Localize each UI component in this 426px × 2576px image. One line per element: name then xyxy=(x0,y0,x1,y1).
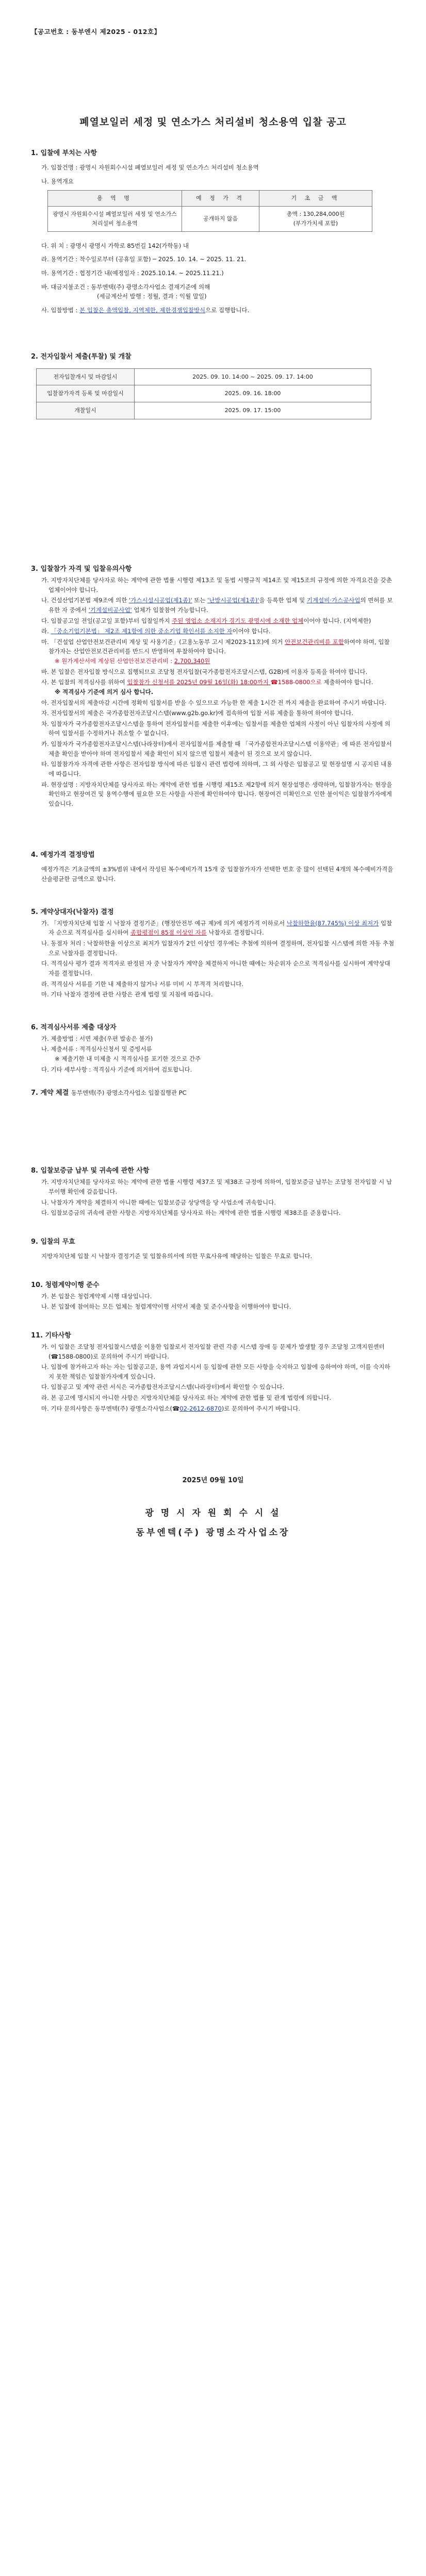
section-heading: 5. 계약상대자(낙찰자) 결정 xyxy=(31,908,114,916)
base-amount-cell xyxy=(259,207,372,232)
section-heading: 10. 청렴계약이행 준수 xyxy=(31,1281,100,1289)
section-4 xyxy=(31,850,395,884)
estimated-price-cell: 공개하지 않음 xyxy=(182,207,259,232)
section-2 xyxy=(31,351,395,419)
section-heading: 6. 적격심사서류 제출 대상자 xyxy=(31,1023,117,1031)
service-period: 라. 용역기간 : 착수일로부터 (공휴일 포함) ─ 2025. 10. 14. ~ 2025. 11. 21. xyxy=(41,256,247,263)
qualification-item: 파. 현장설명 : 지방자치단체를 당사자로 하는 계약에 관한 법률 시행령 제15조 제2항에 의거 현장설명은 생략하며, 입찰참가자는 현장을 확인하고 현장여건 및 용역수행에 필요한 모든 사항을 사전에 확인하여야 합니다. 현장여건 미확인으로 인한 불이익은 입찰참가자에게 있습니다. xyxy=(41,781,392,807)
section-heading: 9. 입찰의 무효 xyxy=(31,1238,75,1246)
award-item: 라. 적격심사 서류를 기한 내 제출하지 않거나 서류 미비 시 부적격 처리합니다. xyxy=(41,980,243,988)
schedule-label: 개찰일시 xyxy=(37,402,135,419)
award-item: 마. 기타 낙찰자 결정에 관한 사항은 관계 법령 및 지침에 따릅니다. xyxy=(41,991,213,998)
schedule-label: 입찰참가자격 등록 및 마감일시 xyxy=(37,385,135,402)
safety-cost-note: ※ 원가계산서에 계상된 산업안전보건관리비 : 2,700,340원 xyxy=(55,657,210,665)
bid-method xyxy=(31,306,395,315)
contract-period: 마. 용역기간 : 협정기간 내(예정일자 : 2025.10.14. ~ 2025.11.21.) xyxy=(41,269,224,277)
misc-item: 나. 입찰에 참가하고자 하는 자는 입찰공고문, 용역 과업지시서 등 입찰에 관한 모든 사항을 숙지하고 입찰에 응하여야 하며, 이를 숙지하지 못한 책임은 입찰참가자에게 있습니다. xyxy=(41,1363,390,1380)
integrity-item: 가. 본 입찰은 청렴계약제 시행 대상입니다. xyxy=(41,1292,152,1300)
schedule-value: 2025. 09. 16. 18:00 xyxy=(135,385,371,402)
notice-number: 【공고번호 : 동부엔시 제2025 - 012호】 xyxy=(31,28,161,36)
deposit-item: 나. 낙찰자가 계약을 체결하지 아니한 때에는 입찰보증금 상당액을 당 사업소에 귀속합니다. xyxy=(41,1198,276,1206)
screening-item: 가. 제출방법 : 서면 제출(우편 발송은 불가) xyxy=(41,1035,153,1042)
base-amount-note: (부가가치세 포함) xyxy=(293,219,338,227)
qualification-item: 다. 입찰공고일 전일(공고일 포함)부터 입찰일까지 주된 영업소 소재지가 경기도 광명시에 소재한 업체이어야 합니다. (지역제한) xyxy=(41,617,371,624)
section-5 xyxy=(31,907,395,999)
section-heading: 1. 입찰에 부치는 사항 xyxy=(31,149,97,158)
estimated-price-method: 예정가격은 기초금액의 ±3%범위 내에서 작성된 복수예비가격 15개 중 입찰참가자가 선택한 번호 중 많이 선택된 4개의 복수예비가격을 산술평균한 금액으로 합니다. xyxy=(41,866,394,883)
qualification-item: 아. 전자입찰서의 제출마감 시간에 정확히 입찰서를 받을 수 있으므로 가능한 한 제출 1시간 전 까지 제출을 완료하여 주시기 바랍니다. xyxy=(41,699,387,706)
qualification-item: 타. 입찰참가자 자격에 관한 사항은 전자입찰 방식에 따른 입찰시 관련 법령에 의하며, 그 외 사항은 입찰공고 및 현장설명 시 공지된 내용에 따릅니다. xyxy=(41,760,392,777)
qualification-item: 카. 입찰자가 국가종합전자조달시스템(나라장터)에서 전자입찰서를 제출할 때 「국가종합전자조달시스템 이용약관」에 따른 전자입찰서 제출 확인을 받아야 하며 전자입찰서 제출 확인이 되지 않으면 입찰서 제출이 된 것으로 보지 않습니다. xyxy=(41,740,392,757)
deposit-item: 다. 입찰보증금의 귀속에 관한 사항은 지방자치단체를 당사자로 하는 계약에 관한 법률 시행령 제38조를 준용합니다. xyxy=(41,1209,341,1217)
misc-item: 가. 이 입찰은 조달청 전자입찰시스템을 이용한 입찰로서 전자입찰 관련 각종 시스템 장애 등 문제가 발생할 경우 조달청 고객지원센터(☎1588-0800)로 문의하여 주시기 바랍니다. xyxy=(41,1343,385,1360)
schedule-table xyxy=(36,368,371,419)
schedule-value: 2025. 09. 17. 15:00 xyxy=(135,402,371,419)
award-item: 나. 동점자 처리 : 낙찰하한율 이상으로 최저가 입찰자가 2인 이상인 경우에는 추첨에 의하여 결정하며, 전자입찰 시스템에 의한 자동 추첨으로 낙찰자를 결정합니다. xyxy=(41,940,395,957)
invalid-bid-text: 지방자치단체 입찰 시 낙찰자 결정기준 및 입찰유의서에 의한 무효사유에 해당하는 입찰은 무효로 합니다. xyxy=(41,1252,313,1260)
qualification-item: 사. 본 입찰의 적격심사를 위하여 입찰참가 신청서를 2025년 09월 16일(화) 18:00까지 ☎1588-0800으로 제출하여야 합니다. xyxy=(41,679,373,686)
schedule-label: 전자입찰개시 및 마감일시 xyxy=(37,368,135,385)
notice-footer xyxy=(31,1475,395,1540)
misc-item: 마. 기타 문의사항은 동부엔텍(주) 광명소각사업소(☎02-2612-6870)로 문의하여 주시기 바랍니다. xyxy=(41,1404,301,1412)
integrity-item: 나. 본 입찰에 참여하는 모든 업체는 청렴계약이행 서약서 제출 및 준수사항을 이행하여야 합니다. xyxy=(41,1303,291,1311)
award-item: 가. 「지방자치단체 입찰 시 낙찰자 결정기준」(행정안전부 예규 제)에 의거 예정가격 이하로서 낙찰하한율(87.745%) 이상 최저가 입찰자 순으로 적격심사를 실시하여 종합평점이 85점 이상인 자를 낙찰자로 결정합니다. xyxy=(41,919,392,937)
qualification-item: 차. 입찰자가 국가종합전자조달시스템을 통하여 전자입찰서를 제출한 이후에는 입찰서를 제출한 업체의 사정이 아닌 입찰자의 사정에 의하여 입찰서를 수정하거나 취소할 수 없습니다. xyxy=(41,720,390,737)
section-8 xyxy=(31,1165,395,1218)
screening-item: 다. 기타 세부사항 : 적격심사 기준에 의거하여 검토합니다. xyxy=(41,1065,192,1073)
misc-item: 라. 본 공고에 명시되지 아니한 사항은 지방자치단체를 당사자로 하는 계약에 관한 법률 및 관계 법령에 의합니다. xyxy=(41,1394,332,1402)
payment-terms: 바. 대금지불조건 : 동부엔택(주) 광명소각사업소 결재기준에 의해 xyxy=(41,283,210,291)
deposit-item: 가. 지방자치단체를 당사자로 하는 계약에 관한 법률 시행령 제37조 및 제38조 규정에 의하여, 입찰보증금 납부는 조달청 전자입찰 시 납부이행 확인에 갈음합니다. xyxy=(41,1178,392,1196)
bid-name: 가. 입찰건명 : 광명시 자원회수시설 폐열보일러 세정 및 연소가스 처리설비 청소용역 xyxy=(41,164,259,172)
screening-note: ※ 제출기한 내 미제출 시 적격심사를 포기한 것으로 간주 xyxy=(55,1055,201,1063)
section-3 xyxy=(31,564,395,808)
section-heading: 3. 입찰참가 자격 및 입찰유의사항 xyxy=(31,565,132,573)
misc-item: 다. 입찰공고 및 계약 관련 서식은 국가종합전자조달시스템(나라장터)에서 확인할 수 있습니다. xyxy=(41,1383,285,1391)
qualification-item: 자. 전자입찰서의 제출은 국가종합전자조달시스템(www.g2b.go.kr)에 접속하여 입찰 서류 제출을 통하여 하여야 합니다. xyxy=(41,709,353,717)
screening-item: 나. 제출서류 : 적격심사신청서 및 증빙서류 xyxy=(41,1045,152,1053)
table-header: 용 역 명 xyxy=(48,191,182,207)
table-header: 예 정 가 격 xyxy=(182,191,259,207)
section-6 xyxy=(31,1022,395,1075)
section-heading: 11. 기타사항 xyxy=(31,1331,71,1340)
payment-terms-note: (세금계산서 발행 : 정월, 결과 : 익월 말일) xyxy=(97,293,207,300)
service-name-cell: 광명시 자원회수시설 폐열보일러 세정 및 연소가스 처리설비 청소용역 xyxy=(48,207,182,232)
issuer-name: 동부엔텍(주) 광명소각사업소장 xyxy=(136,1527,290,1538)
section-heading: 4. 예정가격 결정방법 xyxy=(31,851,95,859)
bid-method-highlight: 본 입찰은 총액입찰, 지역제한, 제한경쟁입찰방식 xyxy=(79,306,206,314)
location: 다. 위 치 : 광명시 광명시 가학로 85번길 142(가학동) 내 xyxy=(41,242,189,249)
qualification-item: 바. 본 입찰은 전자입찰 방식으로 집행되므로 조달청 전자입찰(국가종합전자조달시스템, G2B)에 이용자 등록을 하여야 합니다. xyxy=(41,668,368,675)
qualification-item: 마. 「건설업 산업안전보건관리비 계상 및 사용기준」(고용노동부 고시 제2023-11호)에 의거 안전보건관리비를 포함하여야 하며, 입찰참가자는 산업안전보건관리비를 반드시 반영하여 투찰하여야 합니다. xyxy=(41,638,390,655)
section-heading: 8. 입찰보증금 납부 및 귀속에 관한 사항 xyxy=(31,1167,150,1175)
screening-note: ※ 적격심사 기준에 의거 심사 합니다. xyxy=(55,688,154,696)
service-overview-label: 나. 용역개요 xyxy=(41,177,74,185)
page-title: 폐열보일러 세정 및 연소가스 처리설비 청소용역 입찰 공고 xyxy=(79,116,347,128)
section-10 xyxy=(31,1280,395,1312)
qualification-item: 나. 건설산업기본법 제9조에 의한 '가스시설시공업(제1종)' 또는 '난방시공업(제1종)'을 등록한 업체 및 기계설비·가스공사업의 면허를 보유한 자 중에서 '기계설비공사업' 업체가 입찰참여 가능합니다. xyxy=(41,597,393,614)
schedule-value: 2025. 09. 10. 14:00 ~ 2025. 09. 17. 14:00 xyxy=(135,368,371,385)
section-1 xyxy=(31,148,395,315)
bid-method-suffix: 으로 집행합니다. xyxy=(205,306,250,314)
bid-method-label: 사. 입찰방법 : xyxy=(41,306,80,314)
base-amount: 총액 : 130,284,000원 xyxy=(286,211,345,218)
section-11 xyxy=(31,1330,395,1413)
notice-date: 2025년 09월 10일 xyxy=(182,1477,244,1485)
award-item: 다. 적격심사 평가 결과 적격자로 판정된 자 중 낙찰자가 계약을 체결하지 아니한 때에는 차순위자 순으로 적격심사를 실시하여 계약상대자를 결정합니다. xyxy=(41,960,390,977)
qualification-item: 가. 지방자치단체를 당사자로 하는 계약에 관한 법률 시행령 제13조 및 동법 시행규칙 제14조 및 제15조의 규정에 의한 자격요건을 갖춘 업체이어야 합니다. xyxy=(41,577,392,594)
section-9 xyxy=(31,1236,395,1261)
section-7 xyxy=(31,1088,395,1098)
issuer-facility: 광 명 시 자 원 회 수 시 설 xyxy=(145,1508,281,1519)
qualification-item: 라. 「중소기업기본법」 제2조 제1항에 의한 중소기업 확인서를 소지한 자이어야 합니다. xyxy=(41,628,271,635)
service-overview-table xyxy=(47,190,372,231)
section-heading: 2. 전자입찰서 제출(투찰) 및 개찰 xyxy=(31,352,132,361)
section-heading: 7. 계약 체결 동부엔텍(주) 광명소각사업소 입찰집행관 PC xyxy=(31,1089,187,1097)
table-header: 기 초 금 액 xyxy=(259,191,372,207)
